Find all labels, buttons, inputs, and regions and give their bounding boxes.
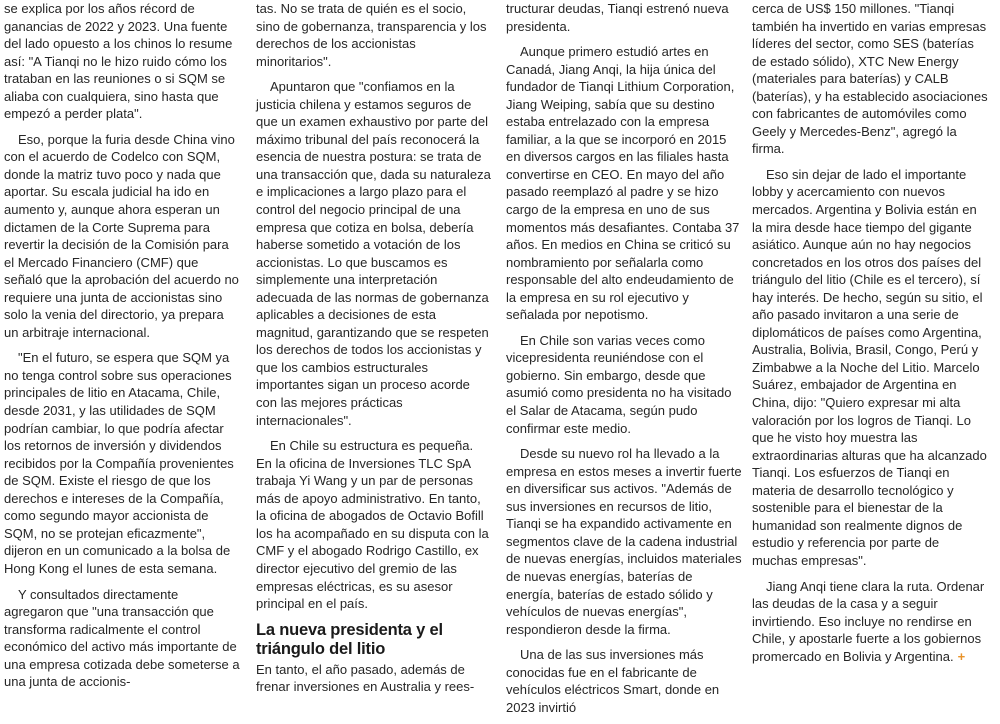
article-column-2 — [256, 0, 492, 704]
paragraph: tas. No se trata de quién es el socio, sino de gobernanza, transparencia y los derechos de los accionistas minoritarios". — [256, 1, 487, 69]
end-of-article-icon: + — [957, 648, 966, 664]
paragraph: Eso sin dejar de lado el importante lobby y acercamiento con nuevos mercados. Argentina y Bolivia están en la mira desde hace tiempo del gigante asiático. Aunque aún no hay negocios concretados en los otros dos países del triángulo del litio (Chile es el tercero), sí hay interés. De hecho, según su sitio, el año pasado invitaron a una serie de diplomáticos de países como Argentina, Australia, Bolivia, Brasil, Congo, Perú y Zimbabwe a la Noche del Litio. Marcelo Suárez, embajador de Argentina en China, dijo: "Quiero expresar mi alta valoración por los logros de Tianqi. Lo que he visto hoy muestra las extraordinarias alturas que ha alcanzado Tianqi. Los esfuerzos de Tianqi en materia de desarrollo tecnológico y sostenible para el bienestar de la humanidad son realmente dignos de estudio y referencia por parte de muchas empresas". — [752, 166, 987, 568]
paragraph: Una de las sus inversiones más conocidas fue en el fabricante de vehículos eléctricos Smart, donde en 2023 invirtió — [506, 647, 720, 715]
article-column-3 — [506, 0, 742, 724]
section-heading: La nueva presidenta y el triángulo del litio — [256, 620, 443, 658]
paragraph: En Chile son varias veces como vicepresidenta reuniéndose con el gobierno. Sin embargo, desde que asumió como presidenta no ha visitado el Salar de Atacama, según pudo confirmar este medio. — [506, 332, 732, 436]
paragraph: Y consultados directamente agregaron que "una transacción que transforma radicalmente el control económico del activo más importante de una empresa cotizada debe someterse a una junta de accionis- — [4, 586, 240, 690]
paragraph: "En el futuro, se espera que SQM ya no tenga control sobre sus operaciones principales de litio en Atacama, Chile, desde 2031, y las utilidades de SQM podrían cambiar, lo que podría afectar los retornos de inversión y dividendos recibidos por la Compañía provenientes de SQM. Existe el riesgo de que los derechos e intereses de la Compañía, como segundo mayor accionista de SQM, no se protejan eficazmente", dijeron en un comunicado a la bolsa de Hong Kong el lunes de esta semana. — [4, 350, 234, 576]
article-column-4 — [752, 0, 988, 673]
paragraph: En Chile su estructura es pequeña. En la oficina de Inversiones TLC SpA trabaja Yi Wang y un par de personas más de apoyo administrativo. En tanto, la oficina de abogados de Octavio Bofill los ha acompañado en su disputa con la CMF y el abogado Rodrigo Castillo, ex director ejecutivo del gremio de las empresas eléctricas, es su asesor principal en el país. — [256, 438, 489, 612]
paragraph: Eso, porque la furia desde China vino con el acuerdo de Codelco con SQM, donde la matriz tuvo poco y nada que aportar. Su escala judicial ha ido en aumento y, aunque ahora esperan un dictamen de la Corte Suprema para revertir la decisión de la Comisión para el Mercado Financiero (CMF) que señaló que la aprobación del acuerdo no requiere una junta de accionistas sino solo la venia del directorio, ya prepara un arbitraje internacional. — [4, 131, 239, 340]
paragraph: cerca de US$ 150 millones. "Tianqi también ha invertido en varias empresas líderes del sector, como SES (baterías de estado sólido), XTC New Energy (materiales para baterías) y CALB (baterías), y ha establecido asociaciones con fabricantes de automóviles como Geely y Mercedes-Benz", agregó la firma. — [752, 1, 988, 157]
paragraph: En tanto, el año pasado, además de frenar inversiones en Australia y rees- — [256, 661, 475, 695]
article-column-1 — [4, 0, 240, 699]
paragraph: tructurar deudas, Tianqi estrenó nueva presidenta. — [506, 1, 729, 34]
paragraph: Desde su nuevo rol ha llevado a la empresa en estos meses a invertir fuerte en diversificar sus activos. "Además de sus inversiones en recursos de litio, Tianqi se ha expandido activamente en segmentos clave de la cadena industrial de nuevas energías, incluidos materiales de nuevas energías, baterías de energía, baterías de estado sólido y vehículos de nuevas energías", respondieron desde la firma. — [506, 446, 742, 637]
paragraph-text: Jiang Anqi tiene clara la ruta. Ordenar las deudas de la casa y a seguir invirtiendo. Eso incluye no rendirse en Chile, y apostarle fuerte a los gobiernos promercado en Bolivia y Argentina. — [752, 578, 985, 664]
paragraph-final — [752, 578, 988, 666]
paragraph: se explica por los años récord de ganancias de 2022 y 2023. Una fuente del lado opuesto a los chinos lo resume así: "A Tianqi no le hizo ruido cómo los trataban en las reuniones o si SQM se aliaba con cualquiera, sino hasta que empezó a perder plata". — [4, 1, 233, 122]
paragraph: Apuntaron que "confiamos en la justicia chilena y estamos seguros de que un examen exhaustivo por parte del máximo tribunal del país reconocerá la esencia de nuestra postura: se trata de una transacción que, dada su naturaleza e implicaciones a largo plazo para el control del negocio principal de una empresa que cotiza en bolsa, debería haberse sometido a votación de los accionistas. Lo que buscamos es simplemente una interpretación adecuada de las normas de gobernanza aplicables a decisiones de esta magnitud, garantizando que se respeten los derechos de todos los accionistas y que los cambios estructurales importantes sigan un proceso acorde con las mejores prácticas internacionales". — [256, 79, 491, 428]
paragraph: Aunque primero estudió artes en Canadá, Jiang Anqi, la hija única del fundador de Tianqi Lithium Corporation, Jiang Weiping, sabía que su destino estaba entrelazado con la empresa familiar, a la que se incorporó en 2015 en diversos cargos en las filiales hasta convertirse en CEO. En mayo del año pasado reemplazó al padre y se hizo cargo de la empresa en uno de sus momentos más desafiantes. Contaba 37 años. En medios en China se criticó su nombramiento por señalarla como responsable del alto endeudamiento de la empresa en su rol ejecutivo y señalada por nepotismo. — [506, 44, 740, 323]
